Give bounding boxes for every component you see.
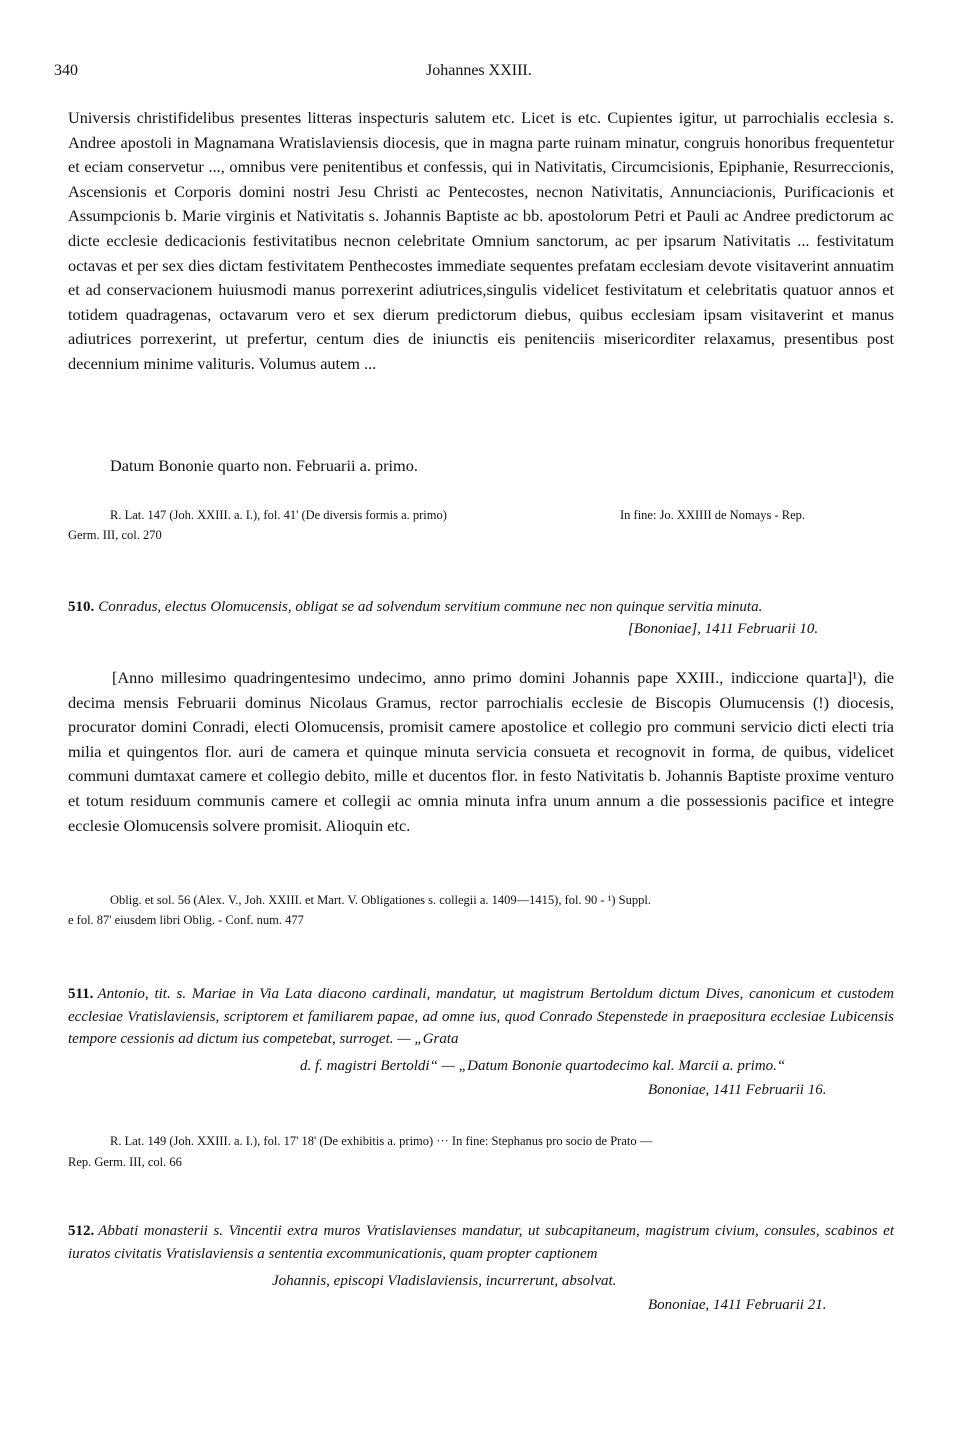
entry-510-heading — [68, 596, 894, 619]
entry-512-number: 512. — [68, 1223, 95, 1239]
entry-510-heading-text: Conradus, electus Olomucensis, obligat se ad solvendum servitium commune nec non quinque servitia minuta. — [98, 599, 763, 615]
entry-511-number: 511. — [68, 986, 94, 1002]
entry-512-heading-text: Abbati monasterii s. Vincentii extra muros Vratislavienses mandatur, ut subcapitaneum, magistrum civium, consules, scabinos et iuratos civitatis Vratislaviensis a sententia excommunicationis, quam propter captionem — [68, 1223, 894, 1262]
entry-512-heading — [68, 1220, 894, 1265]
entry-509-note-right: In fine: Jo. XXIIII de Nomays - Rep. — [620, 508, 806, 522]
entry-509-note-left: R. Lat. 147 (Joh. XXIII. a. I.), fol. 41' (De diversis formis a. primo) — [110, 508, 447, 522]
entry-511-heading-text: Antonio, tit. s. Mariae in Via Lata diacono cardinali, mandatur, ut magistrum Bertoldum dictum Dives, canonicum et custodem ecclesiae Vratislaviensis, scriptorem et familiarem papae, ad omne ius, quod Conrado Stepenstede in praepositura ecclesiae Lubicensis tempore cessionis ad dictum ius competebat, surroget. — „Grata — [68, 986, 894, 1047]
entry-511-note-line2: Rep. Germ. III, col. 66 — [68, 1155, 182, 1169]
entry-509-body: Universis christifidelibus presentes litteras inspecturis salutem etc. Licet is etc. Cupientes igitur, ut parrochialis ecclesia s. Andree apostoli in Magnamana Wratislaviensis diocesis, que in magna parte ruinam minatur, congruis honoribus frequentetur et eciam conservetur ..., omnibus vere penitentibus et confessis, qui in Nativitatis, Circumcisionis, Epiphanie, Resurreccionis, Ascensionis et Corporis domini nostri Jesu Christi ac Pentecostes, necnon Nativitatis, Annunciacionis, Purificacionis et Assumpcionis b. Marie virginis et Nativitatis s. Johannis Baptiste ac bb. apostolorum Petri et Pauli ac Andree predictorum ac dicte ecclesie dedicacionis festivitatibus necnon celebritate Omnium sanctorum, ac per ipsarum Nativitatis ... festivitatum octavas et per sex dies dictam festivitatem Penthecostes immediate sequentes prefatam ecclesiam devote visitaverint annuatim et ad conservacionem huiusmodi manus porrexerint adiutrices,singulis videlicet festivitatum et celebritatis quatuor annos et totidem quadragenas, octavarum vero et sex dierum predictorum diebus, quibus ecclesiam ipsam visitaverint et manus adiutrices porrexerint, ut prefertur, centum dies de iniunctis eis penitenciis misericorditer relaxamus, presentibus post decennium minime valituris. Volumus autem ... — [68, 108, 894, 373]
entry-510-body: [Anno millesimo quadringentesimo undecimo, anno primo domini Johannis pape XXIII., indiccione quarta]¹), die decima mensis Februarii dominus Nicolaus Gramus, rector parrochialis ecclesie de Biscopis Olumucensis (!) diocesis, procurator domini Conradi, electi Olomucensis, promisit camere apostolice et collegio pro communi servicio dicti electi tria milia et quingentos flor. auri de camera et quinque minuta servicia consueta et recognovit in forma, de quibus, videlicet communi dumtaxat camere et collegio debito, mille et ducentos flor. in festo Nativitatis b. Johannis Baptiste proxime venturo et totum residuum communis camere et collegii ac omnia minuta infra unum annum a die possessionis pacifice et integre ecclesie Olomucensis solvere promisit. Alioquin etc. — [68, 668, 894, 835]
entry-511-heading — [68, 983, 894, 1051]
entry-511-heading-last: d. f. magistri Bertoldi“ — „Datum Bononie quartodecimo kal. Marcii a. primo.“ — [300, 1058, 786, 1074]
running-title: Johannes XXIII. — [426, 62, 532, 79]
entry-510-number: 510. — [68, 599, 95, 615]
entry-512-heading-last: Johannis, episcopi Vladislaviensis, incurrerunt, absolvat. — [272, 1273, 617, 1289]
entry-509-datum: Datum Bononie quarto non. Februarii a. primo. — [110, 456, 418, 475]
entry-510-dateline: [Bononiae], 1411 Februarii 10. — [628, 621, 819, 637]
entry-512-dateline: Bononiae, 1411 Februarii 21. — [648, 1297, 827, 1313]
page-number: 340 — [54, 62, 78, 79]
entry-511-note-line1: R. Lat. 149 (Joh. XXIII. a. I.), fol. 17' 18' (De exhibitis a. primo) ··· In fine: Stephanus pro socio de Prato — — [110, 1134, 653, 1148]
entry-510-note-line1: Oblig. et sol. 56 (Alex. V., Joh. XXIII. et Mart. V. Obligationes s. collegii a. 1409—1415), fol. 90 - ¹) Suppl. — [110, 893, 651, 907]
entry-511-dateline: Bononiae, 1411 Februarii 16. — [648, 1082, 827, 1098]
entry-510-note-line2: e fol. 87' eiusdem libri Oblig. - Conf. num. 477 — [68, 913, 304, 927]
entry-509-note-line2: Germ. III, col. 270 — [68, 528, 162, 542]
